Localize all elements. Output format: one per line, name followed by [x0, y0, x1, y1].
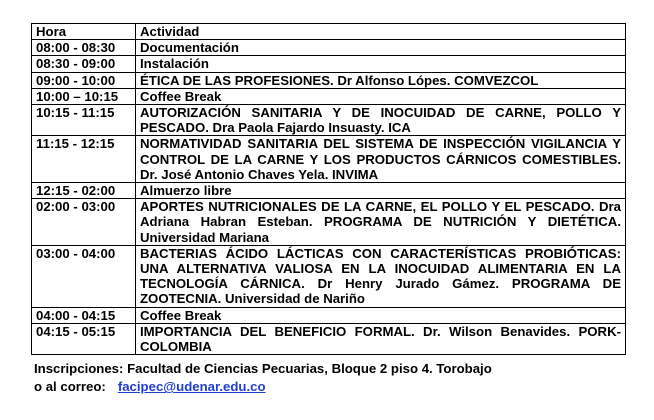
row-time: 03:00 - 04:00: [32, 245, 136, 307]
row-activity: IMPORTANCIA DEL BENEFICIO FORMAL. Dr. Wilson Benavides. PORK-COLOMBIA: [136, 323, 626, 354]
table-row: [32, 323, 626, 354]
row-activity: Instalación: [136, 56, 626, 72]
table-header-row: [32, 24, 626, 40]
row-activity: NORMATIVIDAD SANITARIA DEL SISTEMA DE INSPECCIÓN VIGILANCIA Y CONTROL DE LA CARNE Y LOS PRODUCTOS CÁRNICOS COMESTIBLES. Dr. José Antonio Chaves Yela. INVIMA: [136, 136, 626, 183]
schedule-page: [31, 23, 625, 396]
row-time: 12:15 - 02:00: [32, 183, 136, 199]
table-row: [32, 40, 626, 56]
row-time: 09:00 - 10:00: [32, 72, 136, 88]
schedule-table: [31, 23, 626, 355]
row-activity: APORTES NUTRICIONALES DE LA CARNE, EL POLLO Y EL PESCADO. Dra Adriana Habran Esteban. PROGRAMA DE NUTRICIÓN Y DIETÉTICA. Universidad Mariana: [136, 199, 626, 246]
table-row: [32, 183, 626, 199]
table-row: [32, 72, 626, 88]
row-activity: Coffee Break: [136, 88, 626, 104]
table-row: [32, 199, 626, 246]
email-line: [34, 378, 625, 396]
row-activity: AUTORIZACIÓN SANITARIA Y DE INOCUIDAD DE CARNE, POLLO Y PESCADO. Dra Paola Fajardo Insuasty. ICA: [136, 105, 626, 136]
header-actividad: Actividad: [136, 24, 626, 40]
row-activity: Coffee Break: [136, 307, 626, 323]
table-row: [32, 105, 626, 136]
row-time: 08:30 - 09:00: [32, 56, 136, 72]
row-time: 02:00 - 03:00: [32, 199, 136, 246]
row-time: 04:00 - 04:15: [32, 307, 136, 323]
row-time: 10:00 – 10:15: [32, 88, 136, 104]
header-hora: Hora: [32, 24, 136, 40]
row-time: 10:15 - 11:15: [32, 105, 136, 136]
row-time: 04:15 - 05:15: [32, 323, 136, 354]
email-label: o al correo:: [34, 379, 106, 395]
row-activity: Almuerzo libre: [136, 183, 626, 199]
row-activity: BACTERIAS ÁCIDO LÁCTICAS CON CARACTERÍSTICAS PROBIÓTICAS: UNA ALTERNATIVA VALIOSA EN LA INOCUIDAD ALIMENTARIA EN LA TECNOLOGÍA CÁRNICA. Dr Henry Jurado Gámez. PROGRAMA DE ZOOTECNIA. Universidad de Nariño: [136, 245, 626, 307]
registration-info: [31, 360, 625, 396]
table-row: [32, 136, 626, 183]
table-row: [32, 245, 626, 307]
table-row: [32, 307, 626, 323]
registration-location: Inscripciones: Facultad de Ciencias Pecuarias, Bloque 2 piso 4. Torobajo: [34, 361, 492, 377]
table-row: [32, 56, 626, 72]
table-row: [32, 88, 626, 104]
row-time: 08:00 - 08:30: [32, 40, 136, 56]
row-time: 11:15 - 12:15: [32, 136, 136, 183]
row-activity: Documentación: [136, 40, 626, 56]
row-activity: ÉTICA DE LAS PROFESIONES. Dr Alfonso Lópes. COMVEZCOL: [136, 72, 626, 88]
email-link[interactable]: facipec@udenar.edu.co: [117, 379, 266, 395]
